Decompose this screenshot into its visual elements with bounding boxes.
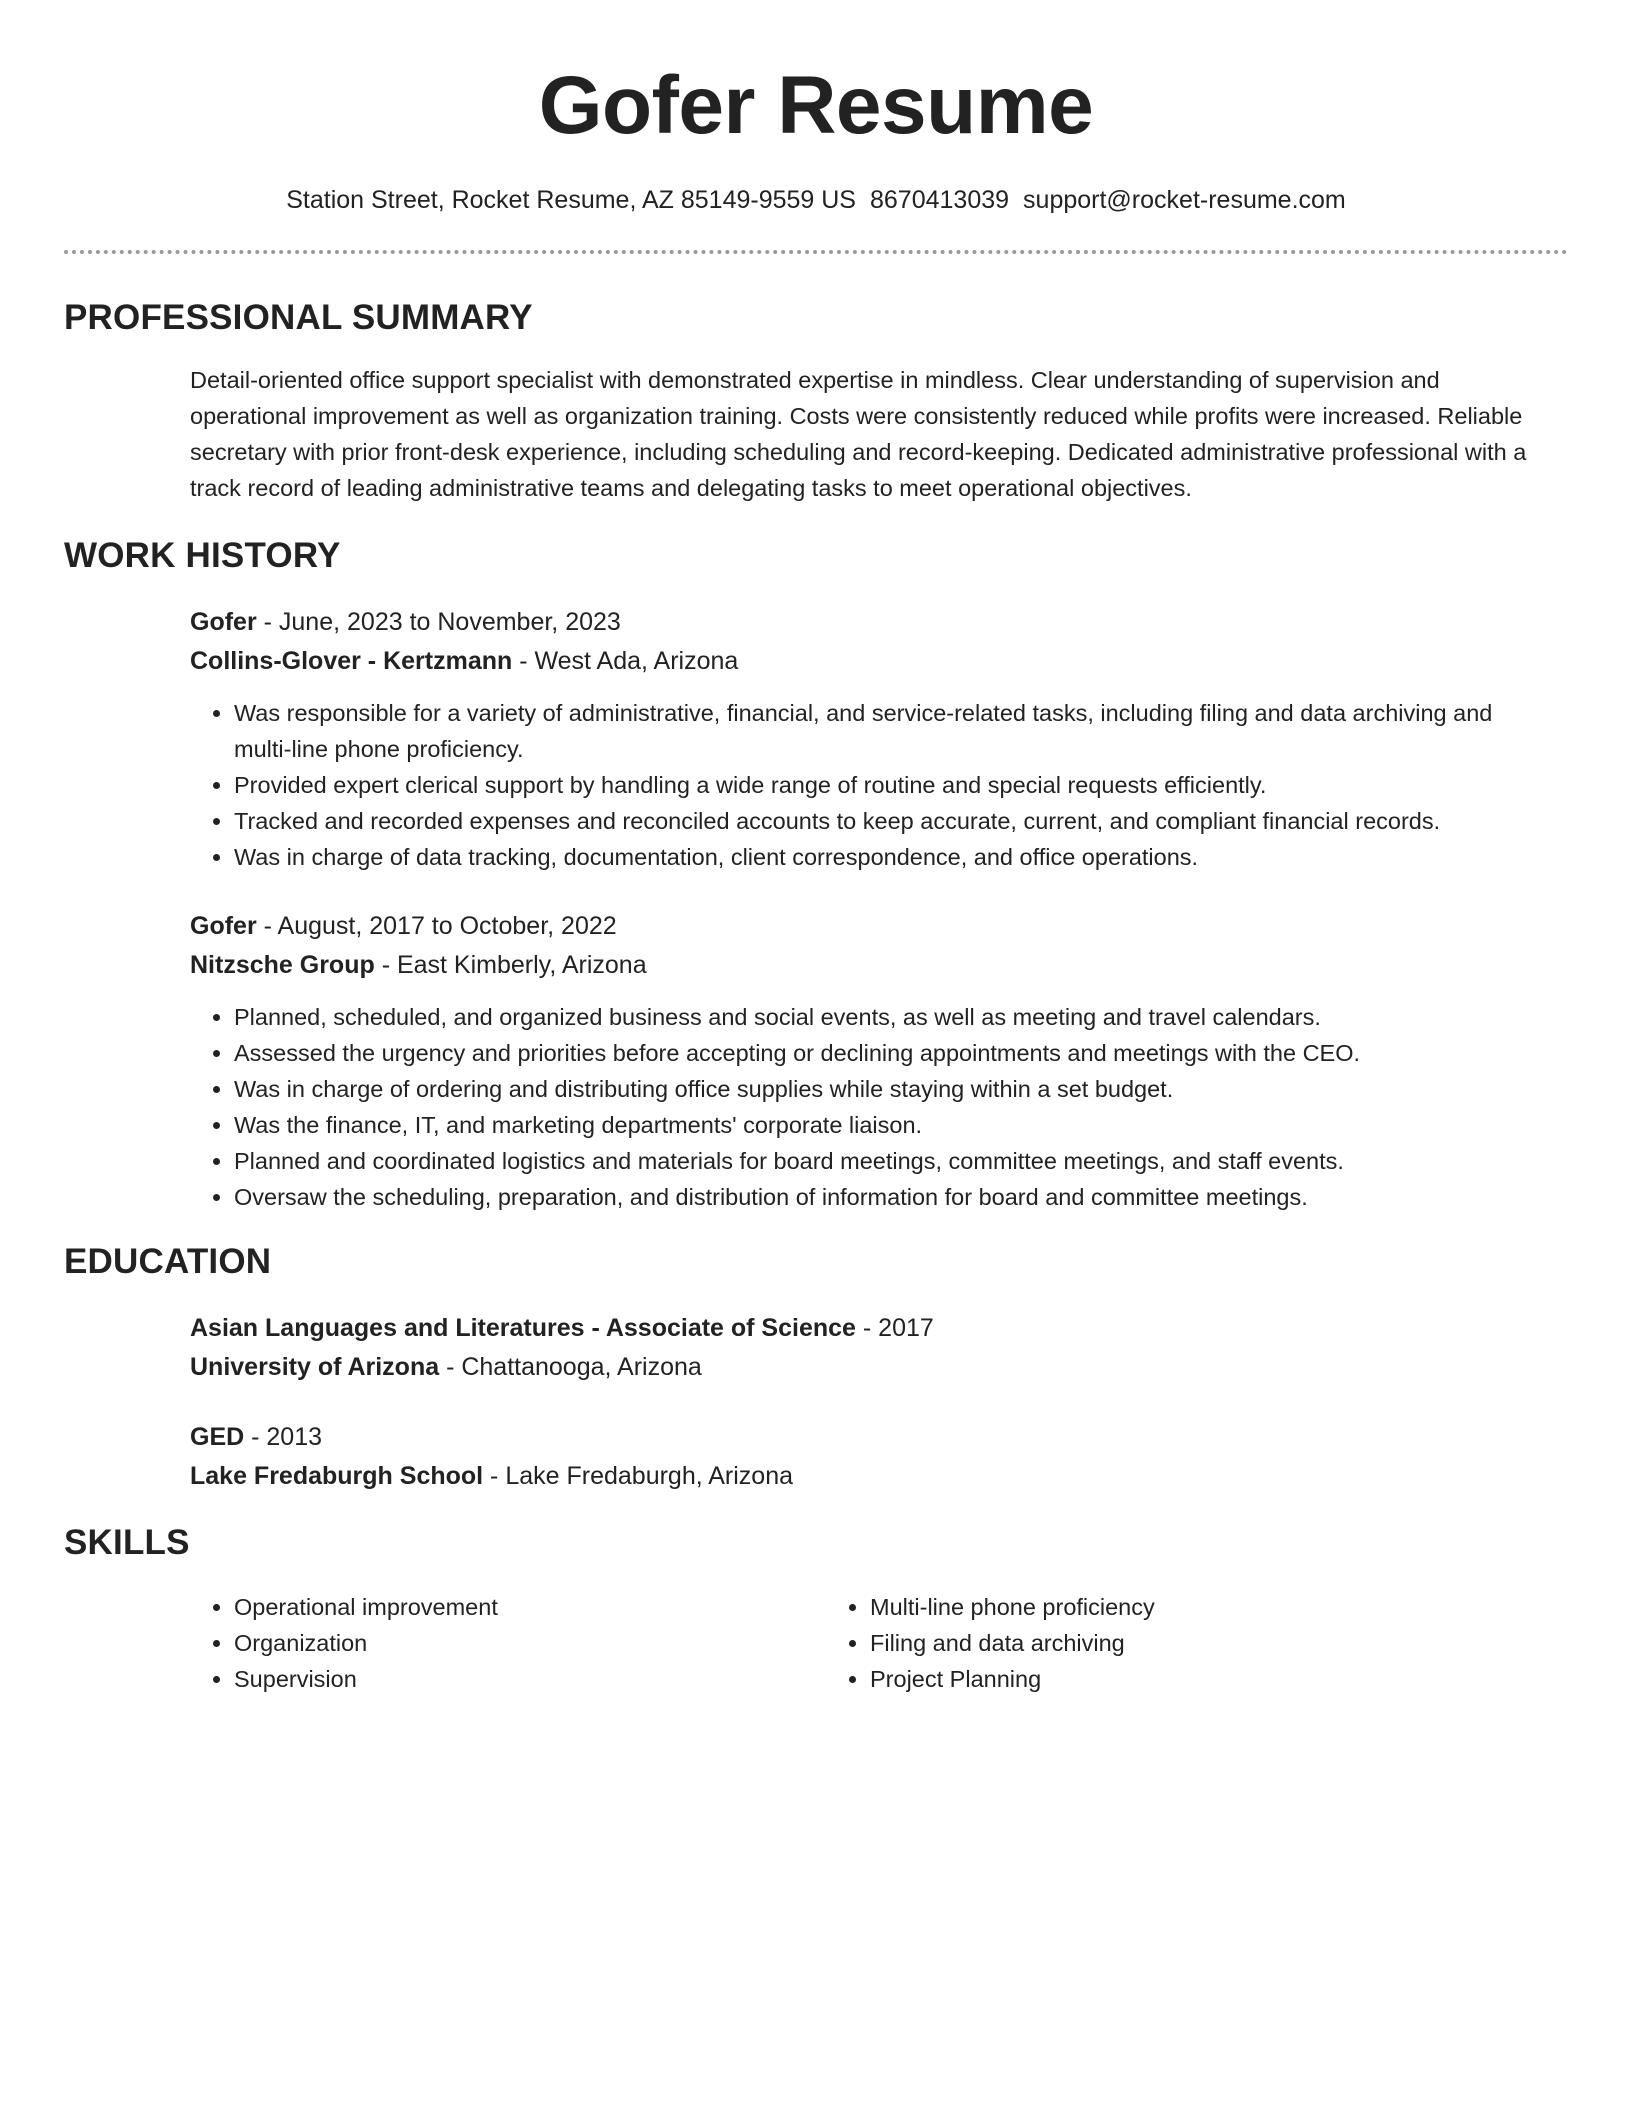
job-role: Gofer <box>190 912 257 940</box>
education-heading: EDUCATION <box>64 1242 272 1281</box>
skill-item: • Multi-line phone proficiency <box>870 1589 1462 1625</box>
job-role: Gofer <box>190 608 257 636</box>
job-dates: - August, 2017 to October, 2022 <box>256 912 617 940</box>
education-year: - 2013 <box>244 1423 323 1451</box>
skill-item: • Filing and data archiving <box>870 1625 1462 1661</box>
job-title-line <box>190 603 1532 642</box>
job-entry <box>190 907 1532 1215</box>
education-school: Lake Fredaburgh School <box>190 1462 484 1490</box>
job-company: Nitzsche Group <box>190 951 375 979</box>
job-bullet: • Assessed the urgency and priorities before accepting or declining appointments and meetings with the CEO. <box>234 1035 1532 1071</box>
skill-item: • Supervision <box>234 1661 826 1697</box>
education-location: - Lake Fredaburgh, Arizona <box>483 1462 794 1490</box>
job-bullet: • Tracked and recorded expenses and reconciled accounts to keep accurate, current, and compliant financial records. <box>234 803 1532 839</box>
job-company-line <box>190 946 1532 985</box>
skill-item: • Project Planning <box>870 1661 1462 1697</box>
contact-email: support@rocket-resume.com <box>1023 186 1346 214</box>
job-company-line <box>190 642 1532 681</box>
job-bullet: • Was in charge of data tracking, documentation, client correspondence, and office operations. <box>234 839 1532 875</box>
summary-heading: PROFESSIONAL SUMMARY <box>64 298 533 337</box>
skill-item: • Operational improvement <box>234 1589 826 1625</box>
skill-item: • Organization <box>234 1625 826 1661</box>
contact-line <box>0 182 1632 218</box>
job-title-line <box>190 907 1532 946</box>
job-bullets <box>190 999 1532 1215</box>
job-entry <box>190 603 1532 875</box>
skills-heading: SKILLS <box>64 1523 190 1562</box>
job-bullet: • Was responsible for a variety of administrative, financial, and service-related tasks, including filing and data archiving and multi-line phone proficiency. <box>234 695 1532 767</box>
summary-block <box>190 362 1536 506</box>
header-divider <box>64 250 1568 254</box>
education-year: - 2017 <box>855 1314 934 1342</box>
education-degree: GED <box>190 1423 245 1451</box>
job-location: - East Kimberly, Arizona <box>374 951 647 979</box>
skills-list-right <box>826 1589 1462 1697</box>
job-location: - West Ada, Arizona <box>512 647 739 675</box>
job-bullet: • Provided expert clerical support by handling a wide range of routine and special requests efficiently. <box>234 767 1532 803</box>
job-company: Collins-Glover - Kertzmann <box>190 647 513 675</box>
job-bullets <box>190 695 1532 875</box>
education-school: University of Arizona <box>190 1353 440 1381</box>
contact-phone: 8670413039 <box>870 186 1010 214</box>
education-degree-line <box>190 1309 1532 1348</box>
education-degree: Asian Languages and Literatures - Associate of Science <box>190 1314 856 1342</box>
education-school-line <box>190 1348 1532 1387</box>
job-bullet: • Planned and coordinated logistics and materials for board meetings, committee meetings, and staff events. <box>234 1143 1532 1179</box>
skills-columns <box>190 1589 1590 1697</box>
skills-list-left <box>190 1589 826 1697</box>
contact-address: Station Street, Rocket Resume, AZ 85149-9559 US <box>286 186 856 214</box>
education-entry <box>190 1309 1532 1387</box>
resume-name: Gofer Resume <box>538 60 1094 151</box>
job-dates: - June, 2023 to November, 2023 <box>256 608 621 636</box>
education-location: - Chattanooga, Arizona <box>439 1353 702 1381</box>
work-history-heading: WORK HISTORY <box>64 536 341 575</box>
job-bullet: • Was the finance, IT, and marketing departments' corporate liaison. <box>234 1107 1532 1143</box>
job-bullet: • Planned, scheduled, and organized business and social events, as well as meeting and travel calendars. <box>234 999 1532 1035</box>
education-degree-line <box>190 1418 1532 1457</box>
job-bullet: • Was in charge of ordering and distributing office supplies while staying within a set budget. <box>234 1071 1532 1107</box>
job-bullet: • Oversaw the scheduling, preparation, and distribution of information for board and committee meetings. <box>234 1179 1532 1215</box>
summary-text: Detail-oriented office support specialist with demonstrated expertise in mindless. Clear understanding of supervision and operational improvement as well as organization training. Costs were consistently reduced while profits were increased. Reliable secretary with prior front-desk experience, including scheduling and record-keeping. Dedicated administrative professional with a track record of leading administrative teams and delegating tasks to meet operational objectives. <box>190 367 1527 501</box>
education-entry <box>190 1418 1532 1496</box>
education-school-line <box>190 1457 1532 1496</box>
